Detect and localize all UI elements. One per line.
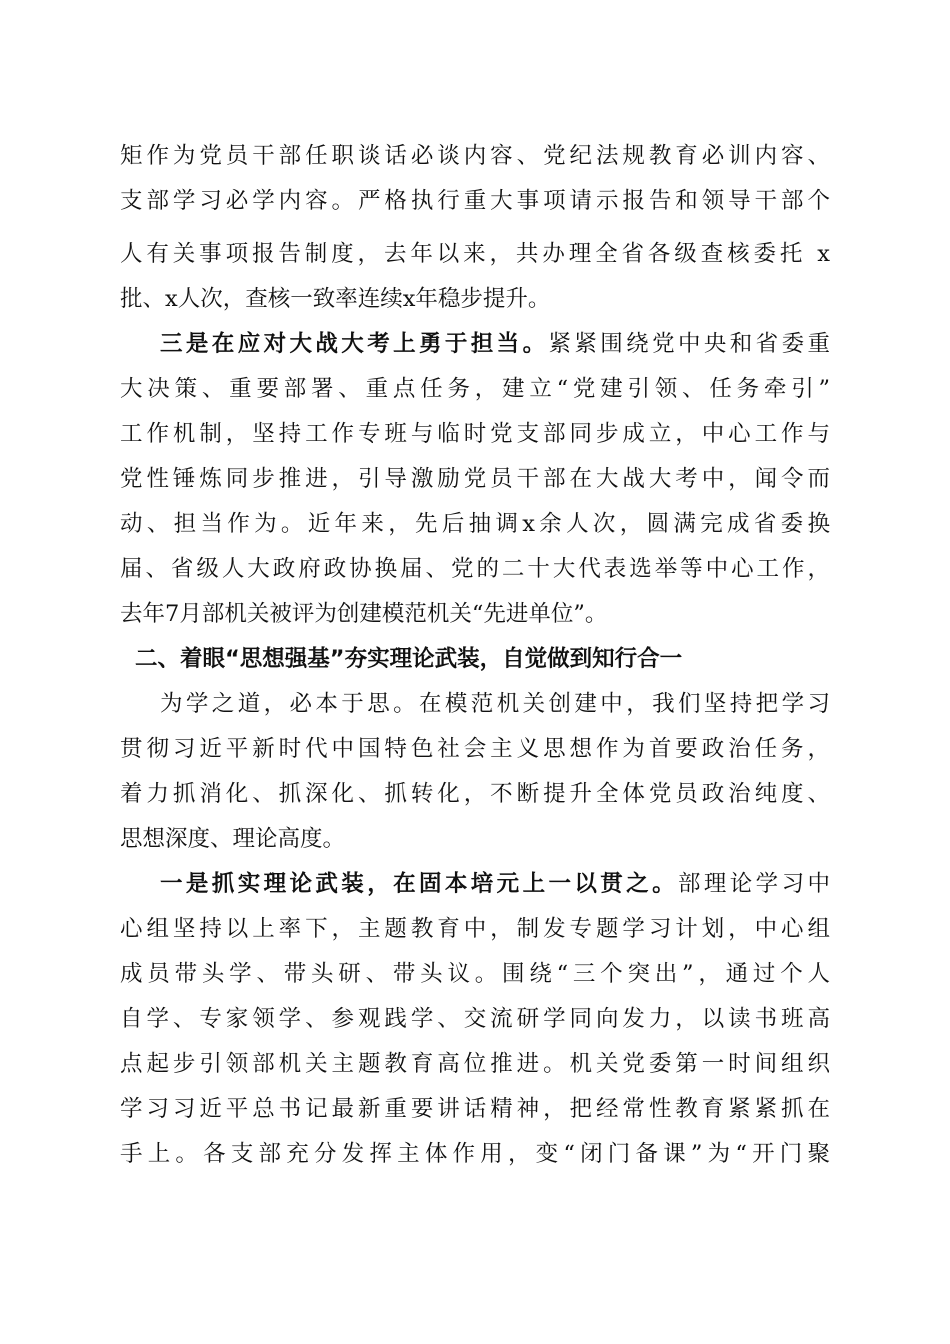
text-line: 党性锤炼同步推进，引导激励党员干部在大战大考中，闻令而 <box>120 466 830 492</box>
text-line: 点起步引领部机关主题教育高位推进。机关党委第一时间组织 <box>120 1051 830 1077</box>
text-line: 成员带头学、带头研、带头议。围绕“三个突出”，通过个人 <box>120 961 830 987</box>
text-line: 矩作为党员干部任职谈话必谈内容、党纪法规教育必训内容、 <box>120 143 830 169</box>
text-line: 工作机制，坚持工作专班与临时党支部同步成立，中心工作与 <box>120 421 830 447</box>
paragraph-first-line <box>160 864 830 904</box>
text-line: 人有关事项报告制度，去年以来，共办理全省各级查核委托 x <box>120 241 830 267</box>
paragraph-first-line <box>160 324 830 364</box>
text-line: 学习习近平总书记最新重要讲话精神，把经常性教育紧紧抓在 <box>120 1096 830 1122</box>
text-line: 批、x人次，查核一致率连续x年稳步提升。 <box>120 286 551 312</box>
text-line: 大决策、重要部署、重点任务，建立“党建引领、任务牵引” <box>120 376 830 402</box>
paragraph-text: 紧紧围绕党中央和省委重 <box>548 331 830 357</box>
text-line: 心组坚持以上率下，主题教育中，制发专题学习计划，中心组 <box>120 916 830 942</box>
paragraph-lead: 三是在应对大战大考上勇于担当。 <box>160 331 549 357</box>
text-line: 自学、专家领学、参观践学、交流研学同向发力，以读书班高 <box>120 1006 830 1032</box>
text-line: 着力抓消化、抓深化、抓转化，不断提升全体党员政治纯度、 <box>120 781 830 807</box>
text-line: 支部学习必学内容。严格执行重大事项请示报告和领导干部个 <box>120 188 830 214</box>
text-line: 为学之道，必本于思。在模范机关创建中，我们坚持把学习 <box>160 691 830 717</box>
paragraph-lead: 一是抓实理论武装，在固本培元上一以贯之。 <box>160 871 678 897</box>
text-line: 动、担当作为。近年来，先后抽调x余人次，圆满完成省委换 <box>120 511 830 537</box>
text-line: 手上。各支部充分发挥主体作用，变“闭门备课”为“开门聚 <box>120 1141 830 1167</box>
paragraph-text: 部理论学习中 <box>677 871 830 897</box>
text-line: 贯彻习近平新时代中国特色社会主义思想作为首要政治任务， <box>120 736 830 762</box>
text-line: 思想深度、理论高度。 <box>120 826 346 852</box>
text-line: 届、省级人大政府政协换届、党的二十大代表选举等中心工作， <box>120 556 830 582</box>
section-heading: 二、着眼“思想强基”夯实理论武装，自觉做到知行合一 <box>135 646 683 672</box>
text-line: 去年7月部机关被评为创建模范机关“先进单位”。 <box>120 601 608 627</box>
